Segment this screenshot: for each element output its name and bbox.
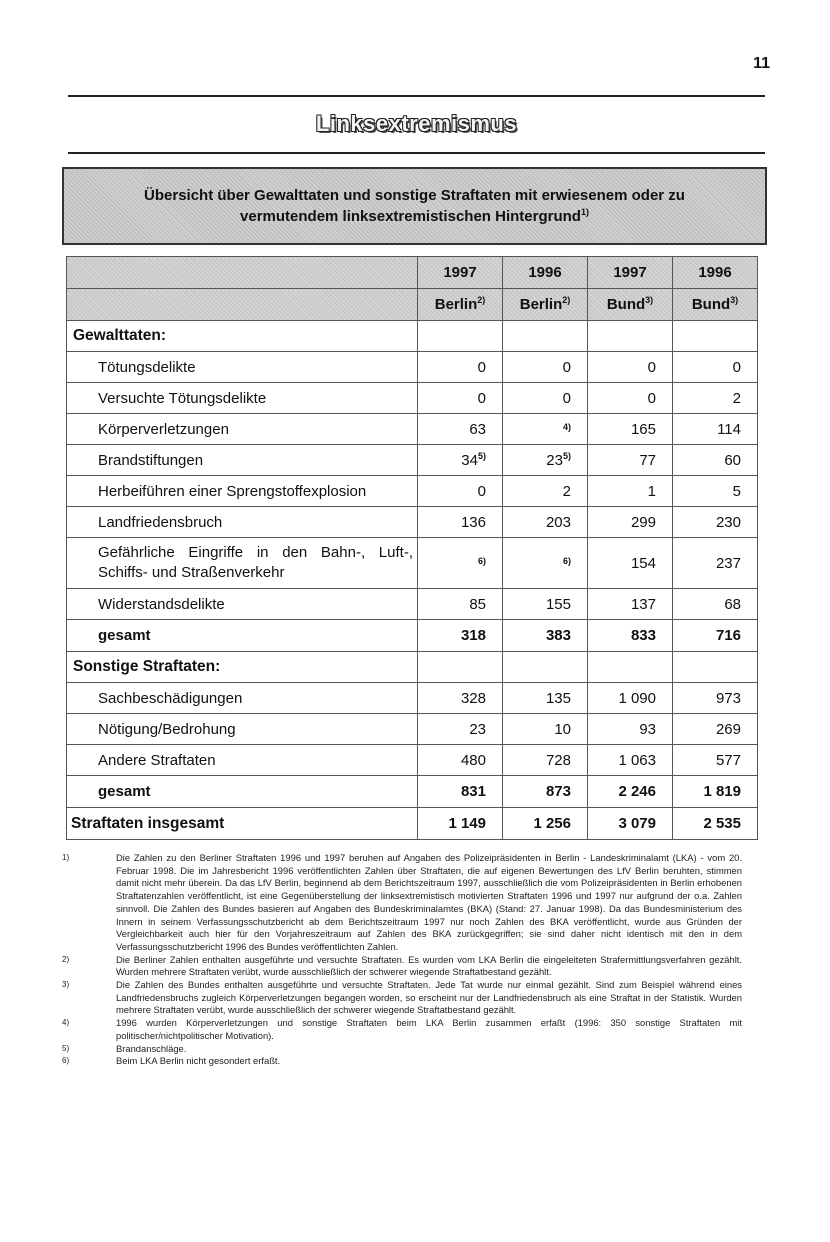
- cell-value: 0: [418, 476, 503, 507]
- row-label: Brandstiftungen: [67, 445, 418, 476]
- cell-value: 93: [588, 714, 673, 745]
- table-row: [67, 714, 758, 745]
- cell-value: 3 079: [588, 808, 673, 840]
- row-label: Tötungsdelikte: [67, 352, 418, 383]
- subtotal-row-gewalttaten: [67, 620, 758, 652]
- col-region-1: Berlin$^{2)}$: [418, 289, 503, 321]
- header-row-regions: [67, 289, 758, 321]
- cell-value: 63: [418, 414, 503, 445]
- cell-value: 716: [673, 620, 758, 652]
- cell-value: 299: [588, 507, 673, 538]
- table-row: [67, 476, 758, 507]
- table-row: [67, 445, 758, 476]
- cell-value: 10: [503, 714, 588, 745]
- cell-value: 23$^{5)}$: [503, 445, 588, 476]
- section-label: Gewalttaten:: [67, 321, 418, 352]
- table-caption-banner: [62, 167, 767, 245]
- row-label: Widerstandsdelikte: [67, 589, 418, 620]
- section-label: Sonstige Straftaten:: [67, 652, 418, 683]
- cell-value: 0: [588, 352, 673, 383]
- cell-value: 833: [588, 620, 673, 652]
- cell-footnote: 4): [503, 414, 588, 445]
- cell-value: 480: [418, 745, 503, 776]
- header-corner: [67, 257, 418, 289]
- cell-value: 873: [503, 776, 588, 808]
- cell-value: 383: [503, 620, 588, 652]
- row-label: Körperverletzungen: [67, 414, 418, 445]
- section-heading-gewalttaten: [67, 321, 758, 352]
- table-row: [67, 414, 758, 445]
- row-label: Sachbeschädigungen: [67, 683, 418, 714]
- cell-value: 973: [673, 683, 758, 714]
- table-row: [67, 683, 758, 714]
- page-title: Linksextremismus: [315, 111, 518, 136]
- cell-value: 2 246: [588, 776, 673, 808]
- cell-value: 2: [673, 383, 758, 414]
- crime-statistics-table: [66, 256, 758, 840]
- cell-footnote: 6): [503, 538, 588, 589]
- row-label: gesamt: [67, 620, 418, 652]
- row-label: Versuchte Tötungsdelikte: [67, 383, 418, 414]
- cell-value: 237: [673, 538, 758, 589]
- col-region-4: Bund$^{3)}$: [673, 289, 758, 321]
- row-label: Straftaten insgesamt: [67, 808, 418, 840]
- cell-value: 1: [588, 476, 673, 507]
- col-region-2: Berlin$^{2)}$: [503, 289, 588, 321]
- title-rule: [68, 152, 765, 154]
- caption-footnote-ref: 1): [580, 207, 589, 217]
- col-region-3: Bund$^{3)}$: [588, 289, 673, 321]
- cell-value: 34$^{5)}$: [418, 445, 503, 476]
- cell-value: 155: [503, 589, 588, 620]
- footnote: 3) Die Zahlen des Bundes enthalten ausgeführte und versuchte Straftaten. Jede Tat wurde nur einmal gezählt. Sind zum Beispiel während eines Landfriedensbruchs zugleich Körperverletzungen begangen worden, so erscheint nur der Landfriedensbruch als eine Straftat in der Statistik. Wurden mehrere Straftaten verübt, wurde ausschließlich der schwerer wiegende Straftatbestand gezählt.: [62, 979, 742, 1016]
- cell-value: 2: [503, 476, 588, 507]
- footnote: 6) Beim LKA Berlin nicht gesondert erfaßt.: [62, 1055, 281, 1067]
- row-label: Andere Straftaten: [67, 745, 418, 776]
- col-year-3: 1997: [588, 257, 673, 289]
- cell-value: 1 819: [673, 776, 758, 808]
- page-number: 11: [753, 55, 770, 72]
- header-row-years: [67, 257, 758, 289]
- col-year-1: 1997: [418, 257, 503, 289]
- cell-value: 1 063: [588, 745, 673, 776]
- cell-value: 577: [673, 745, 758, 776]
- col-year-4: 1996: [673, 257, 758, 289]
- footnote: 5) Brandanschläge.: [62, 1042, 187, 1054]
- top-rule: [68, 95, 765, 97]
- cell-value: 85: [418, 589, 503, 620]
- subtotal-row-sonstige: [67, 776, 758, 808]
- table-row: [67, 589, 758, 620]
- cell-value: 0: [673, 352, 758, 383]
- cell-value: 1 149: [418, 808, 503, 840]
- cell-value: 0: [418, 352, 503, 383]
- cell-value: 0: [418, 383, 503, 414]
- cell-value: 60: [673, 445, 758, 476]
- cell-value: 5: [673, 476, 758, 507]
- section-heading-sonstige: [67, 652, 758, 683]
- cell-value: 165: [588, 414, 673, 445]
- cell-value: 1 256: [503, 808, 588, 840]
- footnote: 4) 1996 wurden Körperverletzungen und sonstige Straftaten beim LKA Berlin zusammen erfaßt (1996: 350 sonstige Straftaten mit politischer/nichtpolitischer Motivation).: [62, 1017, 742, 1041]
- cell-value: 269: [673, 714, 758, 745]
- table-row: [67, 507, 758, 538]
- caption-line-2: vermutendem linksextremistischen Hintergrund: [240, 208, 581, 225]
- cell-value: 2 535: [673, 808, 758, 840]
- cell-value: 230: [673, 507, 758, 538]
- row-label: Gefährliche Eingriffe in den Bahn-, Luft-, Schiffs- und Straßenverkehr: [67, 538, 418, 589]
- table-row: [67, 352, 758, 383]
- table-row: [67, 538, 758, 589]
- cell-value: 728: [503, 745, 588, 776]
- cell-value: 831: [418, 776, 503, 808]
- cell-value: 328: [418, 683, 503, 714]
- cell-value: 0: [503, 352, 588, 383]
- cell-value: 203: [503, 507, 588, 538]
- cell-value: 114: [673, 414, 758, 445]
- cell-value: 318: [418, 620, 503, 652]
- caption-line-1: Übersicht über Gewalttaten und sonstige Straftaten mit erwiesenem oder zu: [144, 187, 685, 204]
- footnote: 2) Die Berliner Zahlen enthalten ausgeführte und versuchte Straftaten. Es wurden vom LKA Berlin die eingeleiteten Strafermittlungsverfahren gezählt. Wurden mehrere Straftaten verübt, wurde ausschließlich der schwerer wiegende Straftatbestand gezählt.: [62, 953, 742, 978]
- cell-value: 136: [418, 507, 503, 538]
- cell-footnote: 6): [418, 538, 503, 589]
- table-row: [67, 383, 758, 414]
- header-corner-lower: [67, 289, 418, 321]
- row-label: Landfriedensbruch: [67, 507, 418, 538]
- grand-total-row: [67, 808, 758, 840]
- cell-value: 77: [588, 445, 673, 476]
- col-year-2: 1996: [503, 257, 588, 289]
- table-row: [67, 745, 758, 776]
- cell-value: 137: [588, 589, 673, 620]
- cell-value: 68: [673, 589, 758, 620]
- table-caption: [95, 185, 735, 227]
- cell-value: 0: [503, 383, 588, 414]
- row-label: Nötigung/Bedrohung: [67, 714, 418, 745]
- cell-value: 23: [418, 714, 503, 745]
- cell-value: 154: [588, 538, 673, 589]
- row-label: gesamt: [67, 776, 418, 808]
- cell-value: 1 090: [588, 683, 673, 714]
- cell-value: 0: [588, 383, 673, 414]
- row-label: Herbeiführen einer Sprengstoffexplosion: [67, 476, 418, 507]
- footnote: 1) Die Zahlen zu den Berliner Straftaten 1996 und 1997 beruhen auf Angaben des Polizeipräsidenten in Berlin - Landeskriminalamt (LKA) - vom 20. Februar 1998. Die im Jahresbericht 1996 veröffentlichten Zahlen über Straftaten, die auf eigenen Bewertungen des LfV Berlin beruhten, stimmen damit nicht mehr überein. Da das LfV Berlin, beginnend ab dem Berichtszeitraum 1997, ausschließlich die vom Polizeipräsidenten in Berlin erhobenen Straftatenzahlen veröffentlicht, ist eine Gegenüberstellung der linksextremistisch motivierten Straftaten 1996 und 1997 nur aufgrund der o.a. Zahlen sinnvoll. Die Zahlen des Bundes basieren auf Angaben des Bundeskriminalamtes (BKA) (Stand: 27. Januar 1998). Da das Bundesministerium des Innern in seinem Verfassungsschutzbericht ab dem Berichtszeitraum 1997 nur noch Zahlen des BKA veröffentlicht, wurde aus Gründen der Vergleichbarkeit auch hier für den Vorjahreszeitraum auf Zahlen des BKA zurückgegriffen; sie sind daher nicht identisch mit den in dem Verfassungsschutzbericht 1996 des Bundes veröffentlichten Zahlen.: [62, 852, 742, 952]
- cell-value: 135: [503, 683, 588, 714]
- footnotes: [62, 852, 742, 1068]
